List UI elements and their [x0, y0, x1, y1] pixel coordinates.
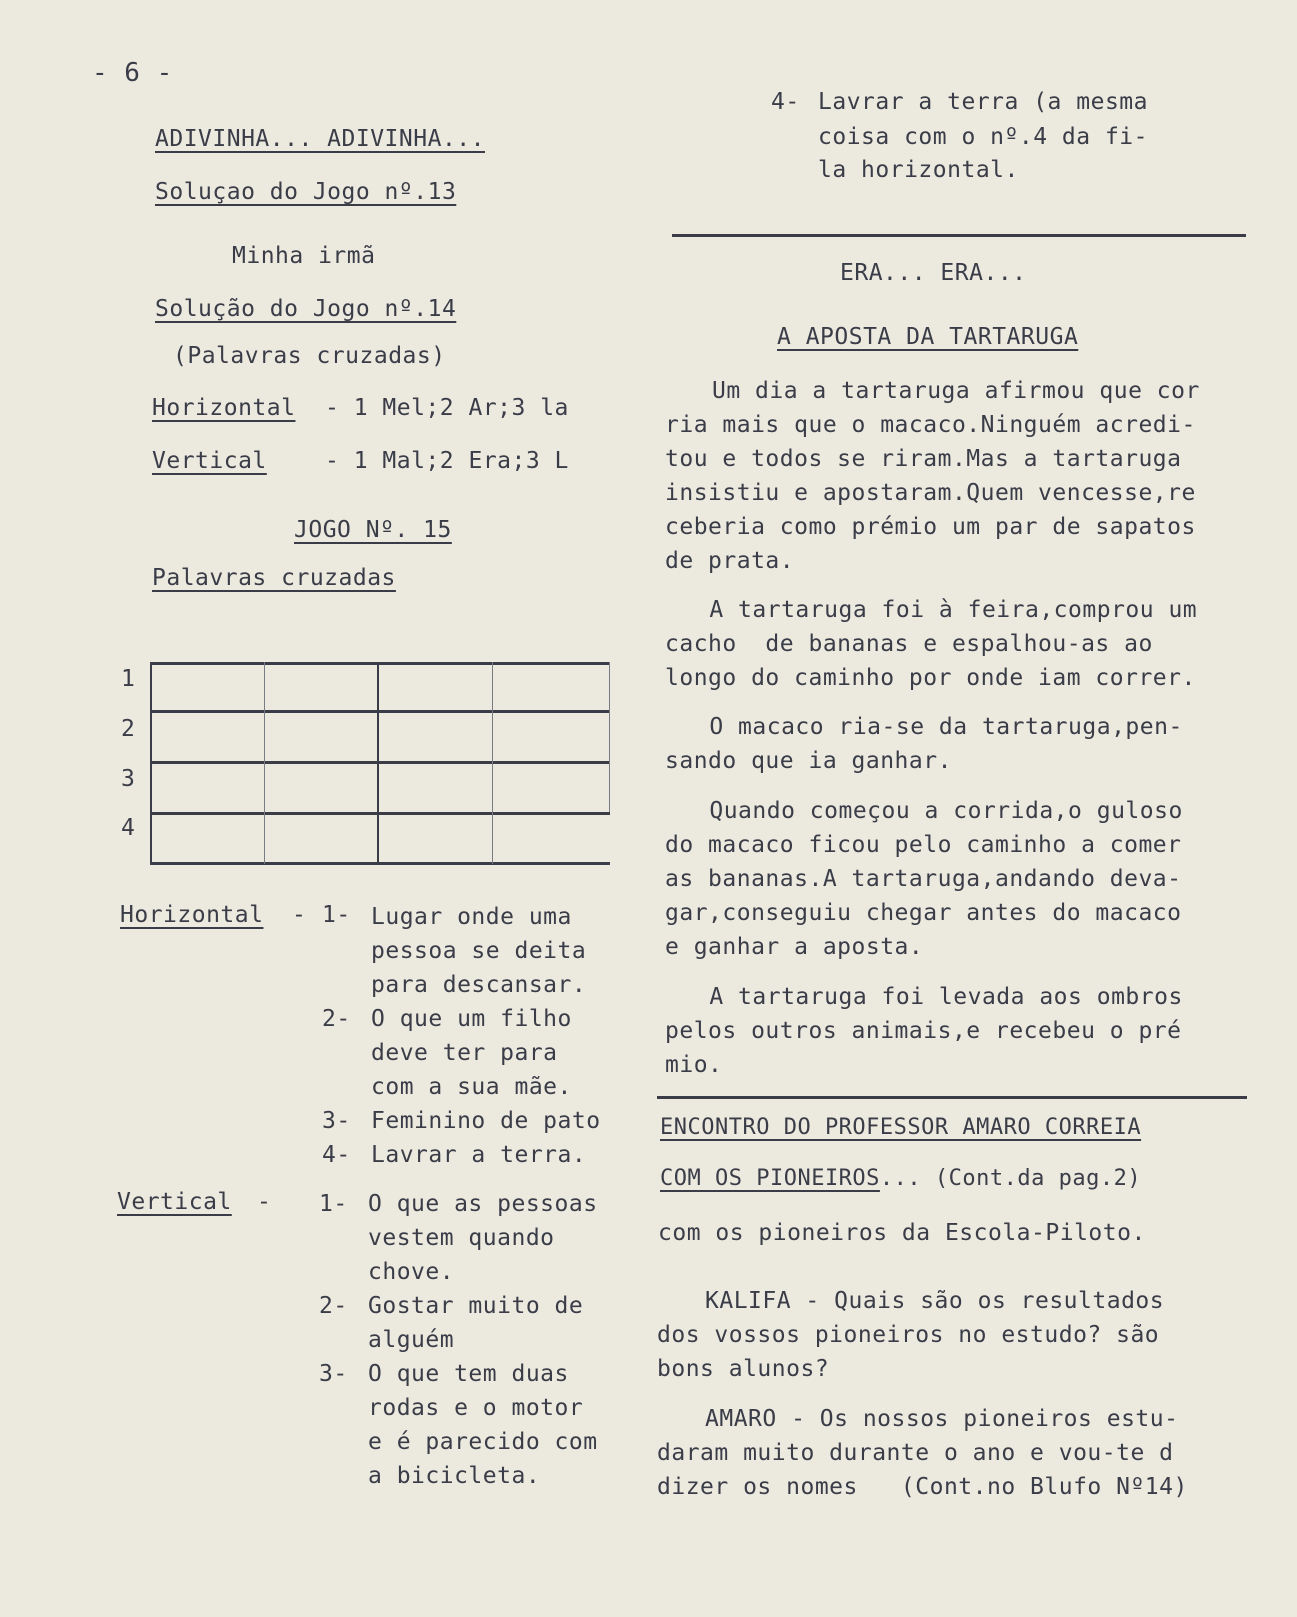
interview-line: dos vossos pioneiros no estudo? são	[657, 1322, 1160, 1348]
page-number: - 6 -	[92, 58, 173, 88]
story-line: de prata.	[665, 548, 795, 574]
clue-text: O que tem duas	[368, 1361, 569, 1387]
clue-text: e é parecido com	[368, 1429, 598, 1455]
story-line: O macaco ria-se da tartaruga,pen-	[695, 714, 1183, 740]
clue-number: 1-	[322, 902, 351, 928]
riddle-section-title: ADIVINHA... ADIVINHA...	[155, 126, 485, 152]
clue-text: coisa com o nº.4 da fi-	[818, 124, 1148, 150]
story-line: A tartaruga foi à feira,comprou um	[695, 597, 1198, 623]
clue-text: Lavrar a terra (a mesma	[818, 89, 1148, 115]
vertical-clues-dash: -	[257, 1189, 272, 1215]
clue-number: 3-	[319, 1361, 348, 1387]
clue-text: Lugar onde uma	[371, 904, 572, 930]
clue-text: Lavrar a terra.	[371, 1142, 587, 1168]
grid-row-number: 3	[121, 766, 136, 792]
grid-line	[150, 812, 610, 815]
clue-number: 2-	[319, 1293, 348, 1319]
clue-text: alguém	[368, 1327, 455, 1353]
interview-line: dizer os nomes (Cont.no Blufo Nº14)	[657, 1474, 1188, 1500]
clue-text: deve ter para	[371, 1040, 558, 1066]
encontro-title: ENCONTRO DO PROFESSOR AMARO CORREIA	[660, 1115, 1142, 1140]
story-line: ria mais que o macaco.Ninguém acredi-	[665, 412, 1196, 438]
grid-line	[150, 710, 610, 713]
grid-line	[377, 662, 379, 864]
story-line: Quando começou a corrida,o guloso	[695, 798, 1183, 824]
grid-line	[264, 662, 265, 864]
grid-line	[150, 662, 152, 864]
clue-number: 1-	[319, 1191, 348, 1217]
encontro-subtitle-underlined: COM OS PIONEIROS	[660, 1166, 880, 1191]
clue-text: com a sua mãe.	[371, 1074, 572, 1100]
story-line: pelos outros animais,e recebeu o pré	[665, 1018, 1182, 1044]
grid-line	[609, 662, 610, 812]
solution-14-heading: Solução do Jogo nº.14	[155, 296, 457, 322]
solution-14-horizontal-answers: - 1 Mel;2 Ar;3 la	[325, 395, 569, 421]
clue-text: vestem quando	[368, 1225, 555, 1251]
story-line: do macaco ficou pelo caminho a comer	[665, 832, 1182, 858]
encontro-line: com os pioneiros da Escola-Piloto.	[658, 1220, 1146, 1246]
clue-number: 3-	[322, 1108, 351, 1134]
clue-number: 4-	[322, 1142, 351, 1168]
story-line: A tartaruga foi levada aos ombros	[695, 984, 1183, 1010]
era-section-title: ERA... ERA...	[840, 260, 1027, 286]
horizontal-clues-label: Horizontal	[120, 902, 264, 928]
horizontal-clues-dash: -	[292, 902, 307, 928]
clue-text: chove.	[368, 1259, 455, 1285]
grid-line	[492, 662, 493, 864]
clue-text: para descansar.	[371, 972, 587, 998]
interview-line: AMARO - Os nossos pioneiros estu-	[705, 1406, 1179, 1432]
solution-14-horizontal-label: Horizontal	[152, 395, 296, 421]
grid-row-number: 2	[121, 716, 136, 742]
grid-row-number: 4	[121, 815, 136, 841]
story-line: insistiu e apostaram.Quem vencesse,re	[665, 480, 1196, 506]
story-line: longo do caminho por onde iam correr.	[665, 665, 1196, 691]
interview-line: bons alunos?	[657, 1356, 830, 1382]
clue-text: la horizontal.	[818, 157, 1019, 183]
game-15-title: JOGO Nº. 15	[294, 517, 452, 543]
clue-text: Gostar muito de	[368, 1293, 584, 1319]
solution-13-answer: Minha irmã	[232, 243, 376, 269]
clue-text: pessoa se deita	[371, 938, 587, 964]
story-line: Um dia a tartaruga afirmou que cor	[712, 378, 1200, 404]
encontro-subtitle	[660, 1168, 1141, 1190]
story-line: ceberia como prémio um par de sapatos	[665, 514, 1196, 540]
story-title: A APOSTA DA TARTARUGA	[777, 324, 1079, 350]
grid-line	[150, 662, 610, 665]
clue-text: O que as pessoas	[368, 1191, 598, 1217]
grid-line	[150, 761, 610, 764]
story-line: mio.	[665, 1052, 723, 1078]
story-line: sando que ia ganhar.	[665, 748, 952, 774]
section-divider	[672, 234, 1246, 237]
clue-text: Feminino de pato	[371, 1108, 601, 1134]
story-line: as bananas.A tartaruga,andando deva-	[665, 866, 1182, 892]
solution-14-subtitle: (Palavras cruzadas)	[173, 343, 446, 369]
solution-14-vertical-answers: - 1 Mal;2 Era;3 L	[325, 448, 569, 474]
section-divider	[657, 1096, 1247, 1099]
story-line: gar,conseguiu chegar antes do macaco	[665, 900, 1182, 926]
story-line: tou e todos se riram.Mas a tartaruga	[665, 446, 1182, 472]
vertical-clues-label: Vertical	[117, 1189, 232, 1215]
clue-text: a bicicleta.	[368, 1463, 541, 1489]
grid-row-number: 1	[121, 666, 136, 692]
interview-line: KALIFA - Quais são os resultados	[705, 1288, 1165, 1314]
solution-13-heading: Soluçao do Jogo nº.13	[155, 179, 457, 205]
solution-14-vertical-label: Vertical	[152, 448, 267, 474]
game-15-subtitle: Palavras cruzadas	[152, 565, 396, 591]
story-line: e ganhar a aposta.	[665, 934, 924, 960]
clue-text: O que um filho	[371, 1006, 572, 1032]
clue-number: 2-	[322, 1006, 351, 1032]
clue-text: rodas e o motor	[368, 1395, 584, 1421]
story-line: cacho de bananas e espalhou-as ao	[665, 631, 1153, 657]
interview-line: daram muito durante o ano e vou-te d	[657, 1440, 1174, 1466]
encontro-subtitle-rest: ... (Cont.da pag.2)	[879, 1166, 1142, 1191]
clue-number: 4-	[771, 89, 800, 115]
grid-line	[150, 862, 610, 865]
